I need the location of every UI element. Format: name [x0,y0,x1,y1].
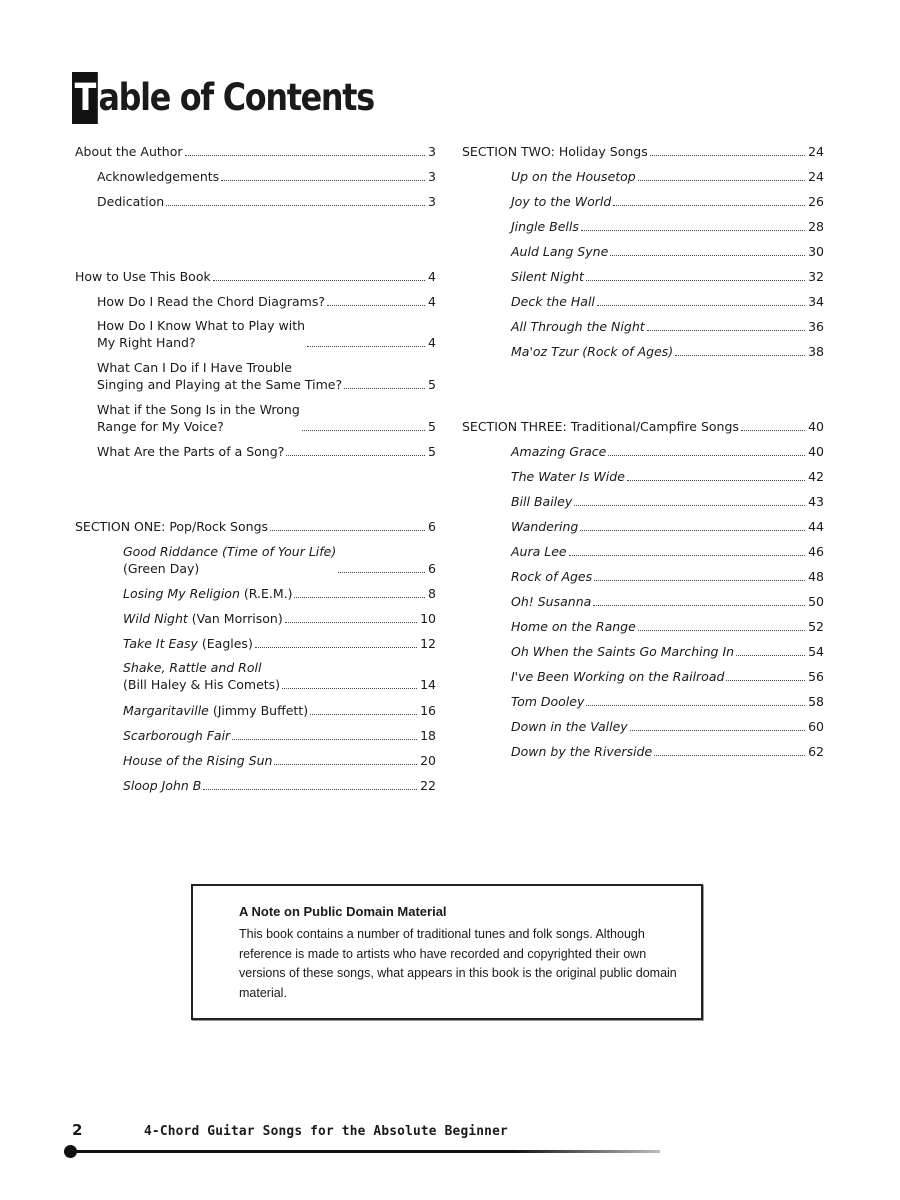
toc-entry [511,218,824,235]
dot-leader [593,605,805,606]
toc-entry [97,168,436,185]
page-number: 44 [808,519,824,534]
toc-song-title [123,585,292,602]
toc-entry [97,359,436,393]
toc-song-title [511,718,628,735]
toc-entry [123,585,436,602]
toc-entry-label: What if the Song Is in the Wrong Range for My Voice? [97,402,300,434]
toc-song-title [511,518,578,535]
page-number: 36 [808,319,824,334]
toc-entry [511,468,824,485]
song-name: Rock of Ages [511,569,593,584]
dot-leader [647,330,805,331]
toc-song-title [511,593,591,610]
toc-entry [123,777,436,794]
song-name: The Water Is Wide [511,469,625,484]
toc-entry [511,668,824,685]
title-drop-letter: T [72,72,98,124]
toc-song-title [511,643,734,660]
song-name: All Through the Night [511,319,645,334]
dot-leader [203,789,417,790]
dot-leader [232,739,417,740]
toc-entry [511,493,824,510]
dot-leader [630,730,805,731]
toc-entry-label: Dedication [97,194,165,209]
toc-song-title [511,743,652,760]
dot-leader [581,230,805,231]
dot-leader [597,305,805,306]
dot-leader [654,755,805,756]
page-number: 38 [808,344,824,359]
dot-leader [185,155,426,156]
toc-entry [511,443,824,460]
toc-entry-label: What Are the Parts of a Song? [97,444,285,459]
toc-entry [123,635,436,652]
page-number: 24 [808,144,824,159]
song-name: Tom Dooley [511,694,585,709]
toc-song-title [511,693,584,710]
toc-song-title [123,727,230,744]
song-name: Silent Night [511,269,584,284]
toc-entry [75,518,436,535]
toc-entry [97,443,436,460]
dot-leader [307,346,425,347]
dot-leader [580,530,805,531]
page-title [72,72,374,124]
dot-leader [586,705,805,706]
dot-leader [650,155,805,156]
page-number: 3 [428,169,436,184]
page-number: 5 [428,377,436,392]
song-artist: (Green Day) [123,561,200,576]
toc-song-title [123,752,272,769]
toc-song-title [511,568,592,585]
toc-song-title [511,243,608,260]
song-name: House of the Rising Sun [123,753,273,768]
dot-leader [726,680,805,681]
song-name: I've Been Working on the Railroad [511,669,725,684]
toc-entry [123,659,436,693]
song-name: Scarborough Fair [123,728,231,743]
dot-leader [294,597,425,598]
toc-entry [123,727,436,744]
page-number: 6 [428,561,436,576]
song-name: Margaritaville [123,703,209,718]
song-name: Deck the Hall [511,294,595,309]
page-number: 8 [428,586,436,601]
page-number: 58 [808,694,824,709]
dot-leader [675,355,805,356]
toc-song-title [511,618,636,635]
toc-entry [511,243,824,260]
page-number: 42 [808,469,824,484]
toc-song-title [511,218,579,235]
toc-entry [511,743,824,760]
song-name: Up on the Housetop [511,169,636,184]
toc-entry [123,702,436,719]
dot-leader [344,388,425,389]
toc-song-title [511,468,625,485]
dot-leader [166,205,425,206]
song-name: Oh When the Saints Go Marching In [511,644,735,659]
song-artist: (Eagles) [197,636,253,651]
toc-entry-label: Acknowledgements [97,169,220,184]
song-name: Home on the Range [511,619,636,634]
toc-song-title [511,668,724,685]
toc-entry [123,752,436,769]
footer-book-title: 4-Chord Guitar Songs for the Absolute Beginner [144,1123,508,1139]
toc-song-title [123,543,336,577]
page-number: 3 [428,194,436,209]
page-number: 3 [428,144,436,159]
dot-leader [736,655,805,656]
toc-entry [123,610,436,627]
footer-rule [72,1150,660,1153]
page-number: 60 [808,719,824,734]
song-artist: (Bill Haley & His Comets) [123,677,281,692]
page-number: 20 [420,753,436,768]
toc-entry-label: SECTION THREE: Traditional/Campfire Songs [462,419,739,434]
toc-entry [75,268,436,285]
page-number: 62 [808,744,824,759]
toc-entry [511,618,824,635]
toc-entry [462,143,824,160]
song-name: Jingle Bells [511,219,579,234]
toc-entry [462,418,824,435]
toc-entry [511,593,824,610]
dot-leader [274,764,417,765]
toc-entry [511,268,824,285]
toc-song-title [511,318,645,335]
toc-song-title [123,659,280,693]
toc-entry [97,317,436,351]
toc-entry [511,718,824,735]
song-name: Sloop John B [123,778,202,793]
song-name: Shake, Rattle and Roll [123,660,262,675]
song-name: Wild Night [123,611,188,626]
toc-entry [511,293,824,310]
toc-song-title [123,777,201,794]
toc-song-title [511,168,636,185]
song-name: Down by the Riverside [511,744,653,759]
song-name: Joy to the World [511,194,612,209]
dot-leader [741,430,805,431]
page-number: 48 [808,569,824,584]
toc-entry-label: How Do I Read the Chord Diagrams? [97,294,325,309]
dot-leader [270,530,425,531]
toc-song-title [511,193,611,210]
song-artist: (Jimmy Buffett) [208,703,309,718]
footer-page-number: 2 [72,1121,83,1139]
toc-entry [511,193,824,210]
toc-entry [511,643,824,660]
toc-entry [511,318,824,335]
dot-leader [610,255,805,256]
title-text: able of Contents [98,76,374,119]
page-number: 56 [808,669,824,684]
toc-song-title [123,610,283,627]
toc-song-title [123,635,253,652]
page-number: 28 [808,219,824,234]
page-number: 4 [428,269,436,284]
dot-leader [213,280,425,281]
page-number: 6 [428,519,436,534]
page-number: 5 [428,419,436,434]
dot-leader [613,205,805,206]
toc-entry-label: How to Use This Book [75,269,211,284]
toc-entry-label: SECTION ONE: Pop/Rock Songs [75,519,269,534]
song-name: Take It Easy [123,636,198,651]
dot-leader [302,430,425,431]
toc-entry [511,168,824,185]
toc-song-title [123,702,308,719]
page-number: 16 [420,703,436,718]
page-number: 22 [420,778,436,793]
page-number: 40 [808,419,824,434]
dot-leader [638,630,805,631]
dot-leader [608,455,805,456]
page-number: 34 [808,294,824,309]
page-number: 10 [420,611,436,626]
dot-leader [638,180,805,181]
song-name: Ma'oz Tzur (Rock of Ages) [511,344,674,359]
dot-leader [285,622,417,623]
dot-leader [569,555,806,556]
song-name: Losing My Religion [123,586,240,601]
toc-entry [97,293,436,310]
toc-song-title [511,293,595,310]
page-number: 18 [420,728,436,743]
toc-entry [511,343,824,360]
toc-entry [511,543,824,560]
toc-song-title [511,443,606,460]
dot-leader [327,305,425,306]
song-name: Amazing Grace [511,444,607,459]
dot-leader [594,580,805,581]
toc-song-title [511,268,584,285]
toc-song-title [511,493,572,510]
dot-leader [282,688,417,689]
page-number: 26 [808,194,824,209]
note-body: This book contains a number of traditional tunes and folk songs. Although reference is made to artists who have recorded and copyrighted their own versions of these songs, what appears in this book is the original public domain material. [239,927,677,1000]
toc-entry [511,693,824,710]
dot-leader [627,480,805,481]
dot-leader [338,572,425,573]
song-name: Auld Lang Syne [511,244,609,259]
dot-leader [221,180,425,181]
song-name: Oh! Susanna [511,594,592,609]
page-number: 46 [808,544,824,559]
song-name: Bill Bailey [511,494,573,509]
song-artist: (Van Morrison) [187,611,283,626]
page-number: 30 [808,244,824,259]
toc-entry-label: What Can I Do if I Have Trouble Singing and Playing at the Same Time? [97,360,343,392]
public-domain-note-box [191,884,703,1020]
toc-entry [75,143,436,160]
page-number: 4 [428,294,436,309]
page-number: 52 [808,619,824,634]
toc-entry [97,193,436,210]
page-number: 32 [808,269,824,284]
toc-entry-label: SECTION TWO: Holiday Songs [462,144,648,159]
dot-leader [574,505,805,506]
dot-leader [255,647,417,648]
page-number: 40 [808,444,824,459]
toc-entry-label: About the Author [75,144,183,159]
dot-leader [586,280,805,281]
dot-leader [286,455,425,456]
toc-entry [97,401,436,435]
song-name: Down in the Valley [511,719,628,734]
song-name: Wandering [511,519,579,534]
note-title: A Note on Public Domain Material [239,904,447,919]
page-number: 5 [428,444,436,459]
song-name: Good Riddance (Time of Your Life) [123,544,337,559]
page-number: 4 [428,335,436,350]
toc-entry-label: How Do I Know What to Play with My Right Hand? [97,318,306,350]
page-number: 43 [808,494,824,509]
page-number: 50 [808,594,824,609]
toc-song-title [511,343,673,360]
page-number: 12 [420,636,436,651]
song-artist: (R.E.M.) [239,586,293,601]
page-number: 54 [808,644,824,659]
toc-entry [511,518,824,535]
toc-entry [123,543,436,577]
toc-song-title [511,543,567,560]
dot-leader [310,714,417,715]
toc-entry [511,568,824,585]
song-name: Aura Lee [511,544,567,559]
page-number: 24 [808,169,824,184]
page-number: 14 [420,677,436,692]
